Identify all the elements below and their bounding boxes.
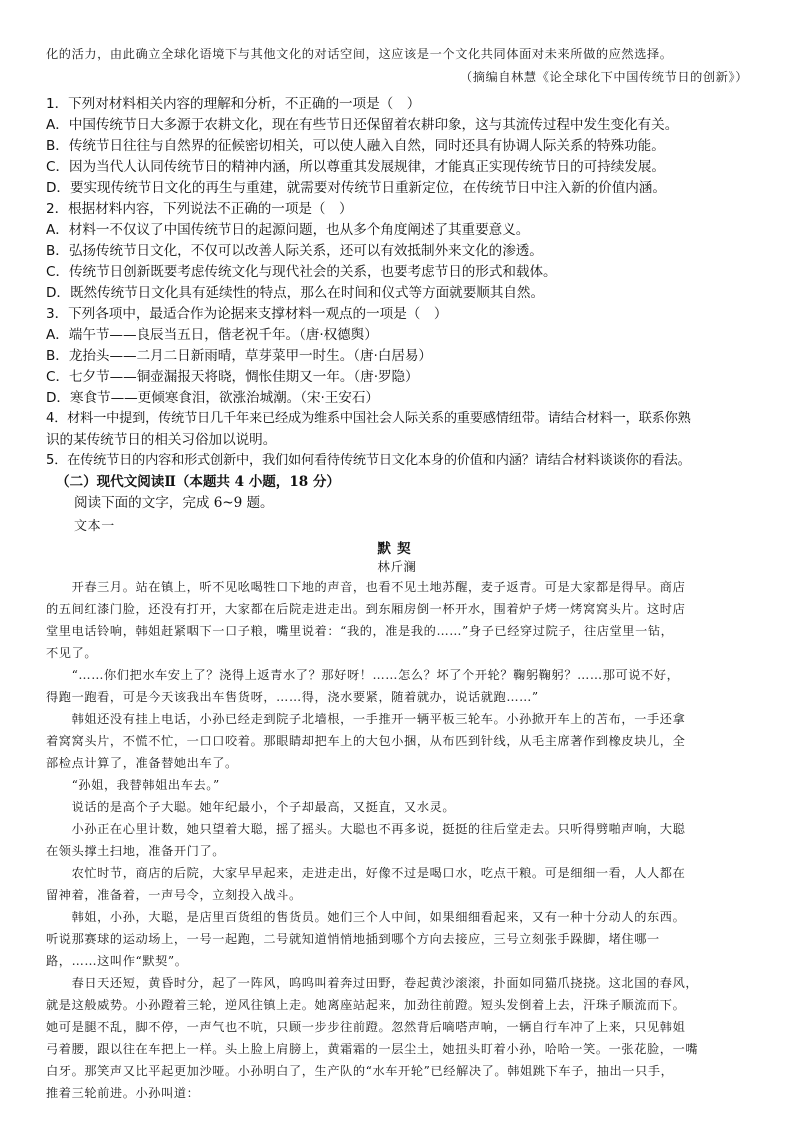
question-1-option-c: C．因为当代人认同传统节日的精神内涵，所以尊重其发展规律，才能真正实现传统节日的可持续发展。 <box>46 159 665 175</box>
story-line: 她可是腿不乱，脚不停，一声气也不吭，只顾一步步往前蹬。忽然背后嘀嗒声响，一辆自行车冲了上来，只见韩姐 <box>46 1020 686 1034</box>
story-author: 林斤澜 <box>377 559 417 574</box>
question-5-line-1: 5．在传统节日的内容和形式创新中，我们如何看待传统节日文化本身的价值和内涵？请结合材料谈谈你的看法。 <box>46 453 691 468</box>
question-1-option-d: D．要实现传统节日文化的再生与重建，就需要对传统节日重新定位，在传统节日中注入新的价值内涵。 <box>46 180 666 196</box>
question-2-stem: 2．根据材料内容，下列说法不正确的一项是（ ） <box>46 201 353 217</box>
story-line: 白牙。那笑声又比平起更加沙哑。小孙明白了，生产队的“水车开轮”已经解决了。韩姐跳下车子，抽出一只手， <box>46 1064 674 1078</box>
question-1-option-a: A．中国传统节日大多源于农耕文化，现在有些节日还保留着农耕印象，这与其流传过程中发生变化有关。 <box>46 117 679 133</box>
section-instruction: 阅读下面的文字，完成 6~9 题。 <box>74 495 274 511</box>
story-line: 堂里电话铃响，韩姐赶紧咽下一口子粮，嘴里说着：“我的，准是我的……”身子已经穿过院子，往店堂里一钻， <box>46 624 674 638</box>
section-heading: （二）现代文阅读Ⅱ（本题共 4 小题，18 分） <box>56 474 340 490</box>
story-line: 春日天还短，黄昏时分，起了一阵风，呜呜叫着奔过田野，卷起黄沙滚滚，扑面如同猫爪挠挠。这北国的春风， <box>46 976 699 990</box>
story-line: 的五间红漆门脸，还没有打开，大家都在后院走进走出。到东厢房倒一杯开水，围着炉子烤一烤窝窝头片。这时店 <box>46 602 686 616</box>
question-3-stem: 3．下列各项中，最适合作为论据来支撑材料一观点的一项是（ ） <box>46 306 448 322</box>
question-3-option-c: C．七夕节——铜壶漏报天将晓，惆怅佳期又一年。（唐·罗隐） <box>46 369 419 385</box>
question-2-option-d: D．既然传统节日文化具有延续性的特点，那么在时间和仪式等方面就要顺其自然。 <box>46 285 544 301</box>
story-line: 留神着，准备着，一声号令，立刻投入战斗。 <box>46 888 302 902</box>
continued-paragraph: 化的活力，由此确立全球化语境下与其他文化的对话空间，这应该是一个文化共同体面对未来所做的应然选择。 <box>46 47 673 61</box>
question-4-line-2: 识的某传统节日的相关习俗加以说明。 <box>46 432 277 448</box>
story-line: 韩姐，小孙，大聪，是店里百货组的售货员。她们三个人中间，如果细细看起来，又有一种十分动人的东西。 <box>46 910 686 924</box>
story-line: “孙姐，我替韩姐出车去。” <box>46 778 220 792</box>
text-label: 文本一 <box>74 519 115 534</box>
story-line: 小孙正在心里计数，她只望着大聪，摇了摇头。大聪也不再多说，挺挺的往后堂走去。只听得劈啪声响，大聪 <box>46 822 686 836</box>
story-line: 就是这般威势。小孙蹬着三轮，逆风往镇上走。她离座站起来，加劲往前蹬。短头发倒着上去，汗珠子顺流而下。 <box>46 998 686 1012</box>
question-1-option-b: B．传统节日往往与自然界的征候密切相关，可以使人融入自然，同时还具有协调人际关系的特殊功能。 <box>46 138 665 154</box>
story-line: 得跑一跑看，可是今天该我出车售货呀，……得，浇水要紧，随着就办，说话就跑……” <box>46 690 539 704</box>
story-line: 着窝窝头片，不慌不忙，一口口咬着。那眼睛却把车上的大包小捆，从布匹到针线，从毛主席著作到橡皮块儿，全 <box>46 734 686 748</box>
question-3-option-b: B．龙抬头——二月二日新雨晴，草芽菜甲一时生。（唐·白居易） <box>46 348 432 364</box>
question-2-option-b: B．弘扬传统节日文化，不仅可以改善人际关系，还可以有效抵制外来文化的渗透。 <box>46 243 543 259</box>
story-line: “……你们把水车安上了？浇得上返青水了？那好呀！……怎么？坏了个开轮？鞠躬鞠躬？……那可说不好， <box>46 668 680 682</box>
story-line: 农忙时节，商店的后院，大家早早起来，走进走出，好像不过是喝口水，吃点干粮。可是细细一看，人人都在 <box>46 866 686 880</box>
question-3-option-a: A．端午节——良辰当五日，偕老祝千年。（唐·权德舆） <box>46 327 378 343</box>
story-line: 韩姐还没有挂上电话，小孙已经走到院子北墙根，一手推开一辆平板三轮车。小孙掀开车上的苫布，一手还拿 <box>46 712 686 726</box>
story-line: 开春三月。站在镇上，听不见吆喝牲口下地的声音，也看不见土地苏醒，麦子返青。可是大家都是得早。商店 <box>46 580 686 594</box>
story-line: 不见了。 <box>46 646 98 660</box>
story-line: 说话的是高个子大聪。她年纪最小，个子却最高，又挺直，又水灵。 <box>46 800 456 814</box>
question-2-option-c: C．传统节日创新既要考虑传统文化与现代社会的关系，也要考虑节日的形式和载体。 <box>46 264 557 280</box>
question-3-option-d: D．寒食节——更倾寒食泪，欲涨治城潮。（宋·王安石） <box>46 390 379 406</box>
story-title: 默契 <box>377 541 417 557</box>
story-line: 推着三轮前进。小孙叫道： <box>46 1086 200 1100</box>
story-line: 路，……这叫作“默契”。 <box>46 954 188 968</box>
story-line: 在领头撑土扫地，准备开门了。 <box>46 844 226 858</box>
question-2-option-a: A．材料一不仅议了中国传统节日的起源问题，也从多个角度阐述了其重要意义。 <box>46 222 530 238</box>
story-line: 听说那赛球的运动场上，一号一起跑，二号就知道悄悄地插到哪个方向去接应，三号立刻张手跺脚，堵住哪一 <box>46 932 660 946</box>
source-citation: （摘编自林慧《论全球化下中国传统节日的创新》） <box>459 70 748 84</box>
story-line: 弓着腰，跟以往在车把上一样。头上脸上肩膀上，黄霜霜的一层尘土，她扭头盯着小孙，哈哈一笑。一张花脸，一嘴 <box>46 1042 699 1056</box>
question-1-stem: 1．下列对材料相关内容的理解和分析，不正确的一项是（ ） <box>46 96 421 112</box>
question-4-line-1: 4．材料一中提到，传统节日几千年来已经成为维系中国社会人际关系的重要感情纽带。请结合材料一，联系你熟 <box>46 411 691 426</box>
story-line: 部检点计算了，准备替她出车了。 <box>46 756 238 770</box>
